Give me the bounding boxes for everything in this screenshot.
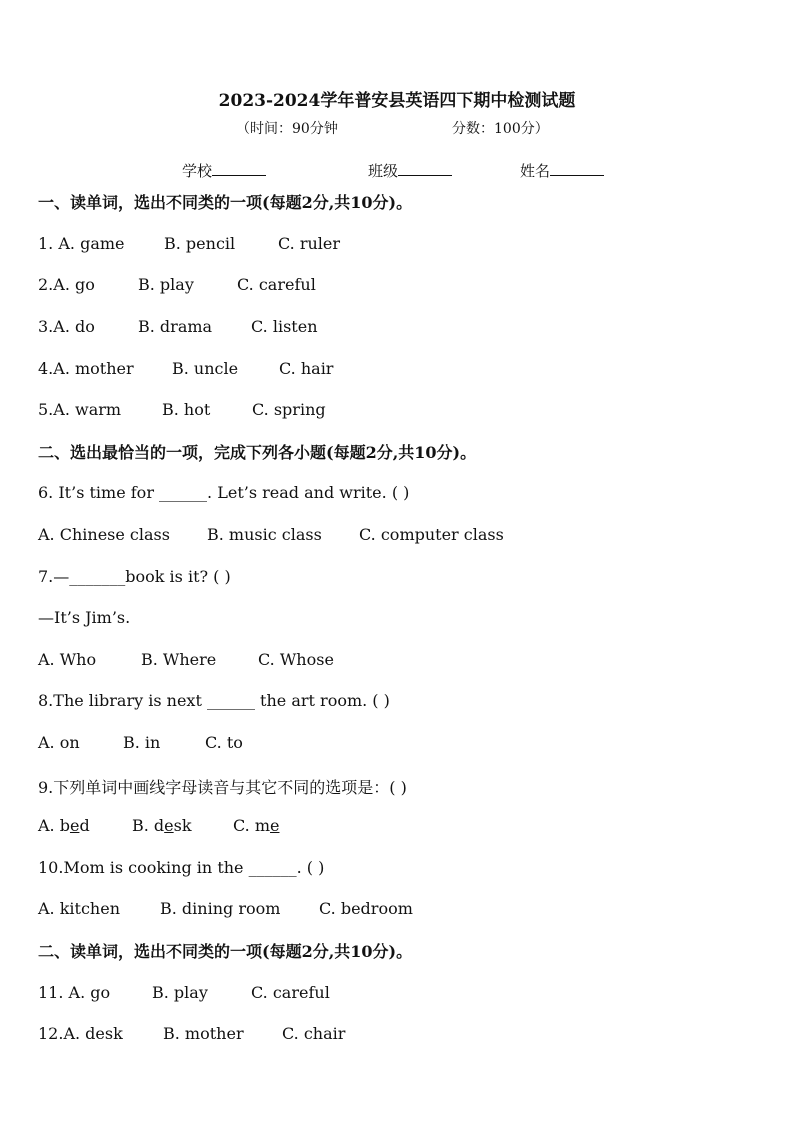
q9-option-c <box>233 816 279 835</box>
q12-option-a: 12.A. desk <box>38 1024 123 1043</box>
q1-option-b: B. pencil <box>164 234 236 253</box>
q4-option-b: B. uncle <box>172 359 239 378</box>
q11-option-b: B. play <box>152 983 208 1002</box>
q12-option-c: C. chair <box>282 1024 346 1043</box>
school-blank[interactable] <box>212 161 266 176</box>
name-blank[interactable] <box>550 161 604 176</box>
q7-option-b: B. Where <box>141 650 217 669</box>
question-6-options <box>38 525 504 544</box>
q8-option-b: B. in <box>123 733 161 752</box>
question-9-stem: 9.下列单词中画线字母读音与其它不同的选项是：( ) <box>38 778 407 797</box>
q10-option-c: C. bedroom <box>319 899 413 918</box>
q9-a-prefix: A. b <box>38 816 70 835</box>
question-10-stem: 10.Mom is cooking in the ______. ( ) <box>38 858 325 877</box>
school-field <box>182 160 266 181</box>
question-1 <box>38 234 341 253</box>
q2-option-c: C. careful <box>237 275 316 294</box>
name-field <box>520 160 604 181</box>
name-label: 姓名 <box>520 162 551 180</box>
q8-option-c: C. to <box>205 733 243 752</box>
question-3 <box>38 317 318 336</box>
q8-option-a: A. on <box>38 733 80 752</box>
q5-option-a: 5.A. warm <box>38 400 122 419</box>
q9-b-underlined-letter: e <box>164 816 174 835</box>
q5-option-b: B. hot <box>162 400 211 419</box>
q9-b-suffix: sk <box>173 816 192 835</box>
section-1-heading: 一、读单词，选出不同类的一项(每题2分,共10分)。 <box>38 193 413 212</box>
q2-option-a: 2.A. go <box>38 275 95 294</box>
question-11 <box>38 983 330 1002</box>
q4-option-a: 4.A. mother <box>38 359 134 378</box>
section-2-heading: 二、选出最恰当的一项，完成下列各小题(每题2分,共10分)。 <box>38 443 477 462</box>
class-field <box>368 160 452 181</box>
class-label: 班级 <box>368 162 399 180</box>
q5-option-c: C. spring <box>252 400 326 419</box>
q3-option-c: C. listen <box>251 317 318 336</box>
question-7-stem: 7.—_______book is it? ( ) <box>38 567 231 586</box>
q6-option-a: A. Chinese class <box>38 525 170 544</box>
q3-option-a: 3.A. do <box>38 317 95 336</box>
question-7-options <box>38 650 334 669</box>
q11-option-a: 11. A. go <box>38 983 111 1002</box>
exam-time: （时间：90分钟 <box>236 121 338 137</box>
q12-option-b: B. mother <box>163 1024 244 1043</box>
q10-option-a: A. kitchen <box>38 899 121 918</box>
exam-title: 2023-2024学年普安县英语四下期中检测试题 <box>218 91 576 111</box>
q4-option-c: C. hair <box>279 359 334 378</box>
q6-option-c: C. computer class <box>359 525 504 544</box>
q10-option-b: B. dining room <box>160 899 281 918</box>
question-5 <box>38 400 326 419</box>
q9-a-underlined-letter: e <box>69 816 80 835</box>
question-10-options <box>38 899 413 918</box>
section-3-heading: 二、读单词，选出不同类的一项(每题2分,共10分)。 <box>38 942 413 961</box>
q6-option-b: B. music class <box>207 525 322 544</box>
q9-a-suffix: d <box>79 816 90 835</box>
q9-option-b <box>132 816 192 835</box>
q11-option-c: C. careful <box>251 983 330 1002</box>
q9-option-a <box>38 816 90 835</box>
question-4 <box>38 359 334 378</box>
school-label: 学校 <box>182 162 213 180</box>
class-blank[interactable] <box>398 161 452 176</box>
q1-option-c: C. ruler <box>278 234 341 253</box>
exam-score: 分数：100分） <box>452 121 549 137</box>
q3-option-b: B. drama <box>138 317 213 336</box>
question-12 <box>38 1024 346 1043</box>
q7-option-a: A. Who <box>38 650 97 669</box>
question-8-stem: 8.The library is next ______ the art room. ( ) <box>38 691 390 710</box>
q7-option-c: C. Whose <box>258 650 334 669</box>
question-7-reply: —It’s Jim’s. <box>38 608 131 627</box>
q9-c-prefix: C. m <box>233 816 271 835</box>
question-8-options <box>38 733 243 752</box>
q1-option-a: 1. A. game <box>38 234 125 253</box>
q9-c-underlined-letter: e <box>270 816 280 835</box>
question-6-stem: 6. It’s time for ______. Let’s read and write. ( ) <box>38 483 410 502</box>
q2-option-b: B. play <box>138 275 194 294</box>
q9-b-prefix: B. d <box>132 816 165 835</box>
question-9-options <box>38 816 280 835</box>
question-2 <box>38 275 316 294</box>
